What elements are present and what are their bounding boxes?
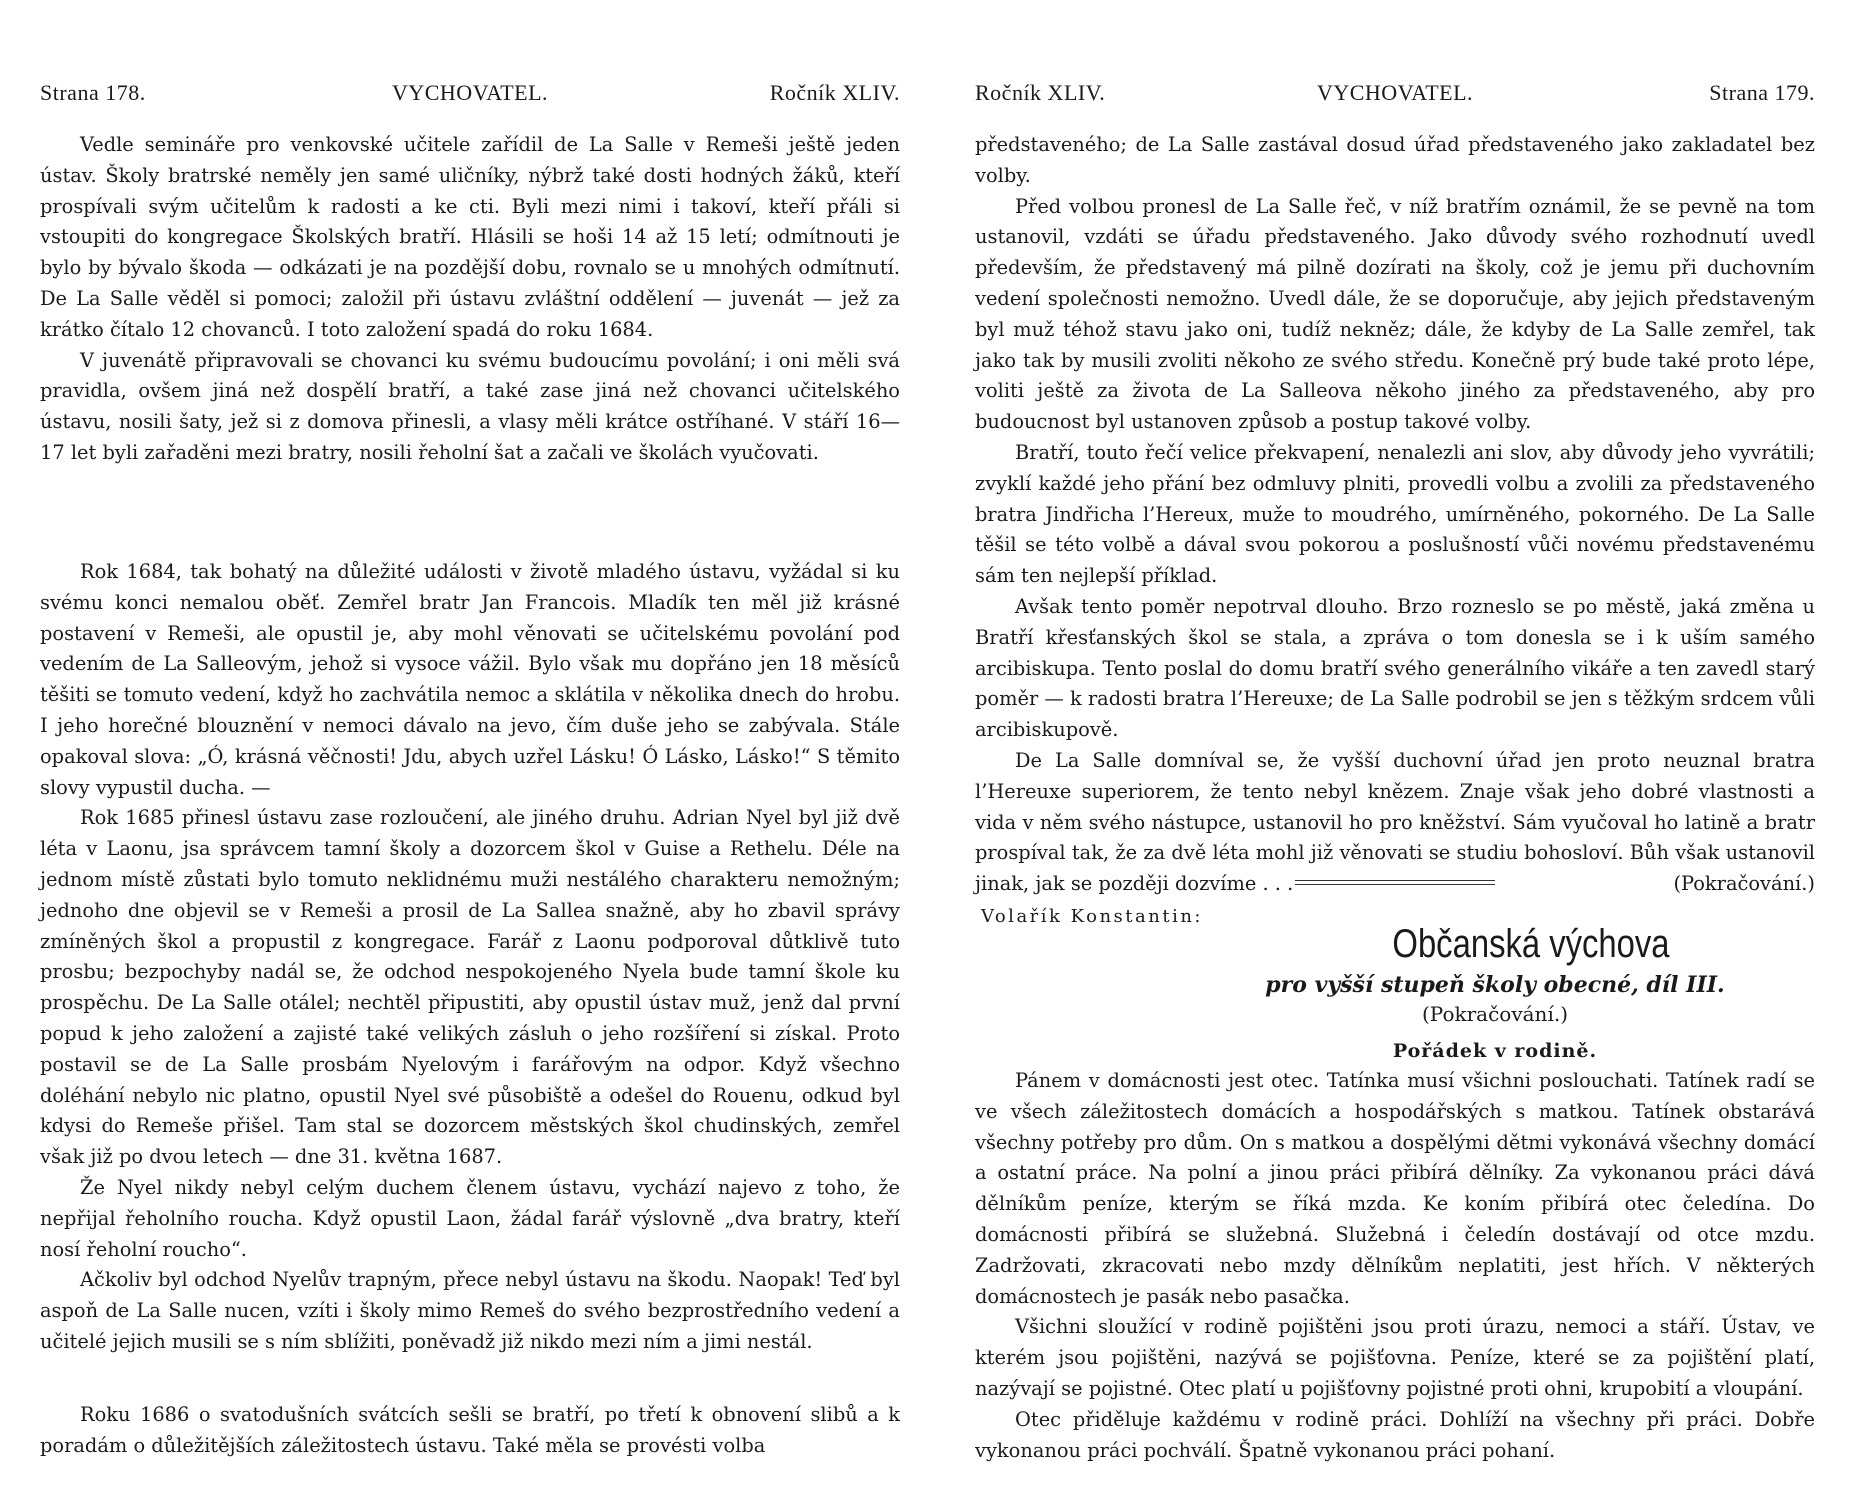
continued-note: (Pokračování.): [1673, 872, 1815, 896]
paragraph: V juvenátě připravovali se chovanci ku svému budoucímu povolání; i oni měli svá pravidla, ovšem jiná než dospělí bratří, a také zase jiná než chovanci učitelského ústavu, nosili šaty, jež si z domova přinesli, a vlasy měli krátce ostříhané. V stáří 16—17 let byli zařaděni mezi bratry, nosili řeholní šat a začali ve školách vyučovati.: [40, 348, 900, 464]
article-author: Volařík Konstantin:: [981, 906, 1203, 927]
text-block-3: [40, 1400, 900, 1462]
paragraph: Před volbou pronesl de La Salle řeč, v níž bratřím oznámil, že se pevně na tom ustanovil, vzdáti se úřadu představeného. Jako důvody svého rozhodnutí uvedl především, že představený má pilně dozírati na školy, což je jemu při duchovním vedení společnosti nemožno. Uvedl dále, že se doporučuje, aby jejich představeným byl muž téhož stavu jako oni, tudíž nekněz; dále, že kdyby de La Salle zemřel, tak jako tak by musili zvoliti někoho ze svého středu. Konečně prý bude také proto lépe, voliti ještě za života de La Salleova někoho jiného za představeného, aby pro budoucnost byl ustanoven způsob a postup takové volby.: [975, 194, 1815, 434]
article-title: Občanská výchova: [1392, 922, 1670, 966]
page-number: Strana 178.: [40, 80, 146, 105]
paragraph: Ačkoliv byl odchod Nyelův trapným, přece nebyl ústavu na škodu. Naopak! Teď byl aspoň de La Salle nucen, vzíti i školy mimo Remeš do svého bezprostředního vedení a učitelé jejich musili se s ním sblížiti, poněvadž již nikdo mezi ním a jimi nestál.: [40, 1268, 900, 1353]
paragraph: představeného; de La Salle zastával dosud úřad představeného jako zakladatel bez volby.: [975, 133, 1815, 187]
section-divider: [1295, 880, 1495, 885]
running-head-left: [40, 80, 900, 110]
volume-label: Ročník XLIV.: [769, 80, 900, 105]
journal-title: VYCHOVATEL.: [1316, 80, 1474, 105]
paragraph: Pánem v domácnosti jest otec. Tatínka musí všichni poslouchati. Tatínek radí se ve všech záležitostech domácích a hospodářských s matkou. Tatínek obstarává všechny potřeby pro dům. On s matkou a dospělými dětmi vykonává všechny domácí a ostatní práce. Na polní a jinou práci přibírá dělníky. Za vykonanou práci dává dělníkům peníze, kterým se říká mzda. Ke koním přibírá otec čeledína. Do domácnosti přibírá se služebná. Služebná i čeledín dostávají od otce mzdu. Zadržovati, zkracovati nebo mzdy dělníkům neplatiti, jest hřích. V některých domácnostech je pasák nebo pasačka.: [975, 1069, 1815, 1308]
text-block-1: [975, 130, 1815, 900]
paragraph: Že Nyel nikdy nebyl celým duchem členem ústavu, vychází najevo z toho, že nepřijal řeholního roucha. Když opustil Laon, žádal farář výslovně „dva bratry, kteří nosí řeholní roucho“.: [40, 1175, 900, 1261]
paragraph: Rok 1685 přinesl ústavu zase rozloučení, ale jiného druhu. Adrian Nyel byl již dvě léta v Laonu, jsa správcem tamní školy a dozorcem škol v Guise a Rethelu. Déle na jednom místě zůstati bylo tomuto neklidnému muži nestálého charakteru nemožným; jednoho dne objevil se v Remeši a prosil de La Sallea snažně, aby ho zbavil správy zmíněných škol a propustil z kongregace. Farář z Laonu podporoval důtklivě tuto prosbu; bezpochyby nadál se, že odchod nespokojeného Nyela bude tamní škole ku prospěchu. De La Salle otálel; nechtěl připustiti, aby opustil ústav muž, jenž dal první popud k jeho založení a zajisté také velikých zásluh o jeho rozšíření si získal. Proto postavil se de La Salle prosbám Nyelovým i farářovým na odpor. Když všechno doléhání nebylo nic platno, opustil Nyel své působiště a odešel do Rouenu, odkud byl kdysi do Remeše přišel. Tam stal se dozorcem městských škol chudinských, zemřel však již po dvou letech — dne 31. května 1687.: [40, 806, 900, 1169]
section-title: Pořádek v rodině.: [1392, 1040, 1598, 1062]
article-subtitle: pro vyšší stupeň školy obecné, díl III.: [1265, 972, 1725, 998]
text-block-1: [40, 130, 900, 469]
article-continued: (Pokračování.): [1422, 1002, 1568, 1026]
paragraph: Rok 1684, tak bohatý na důležité události v životě mladého ústavu, vyžádal si ku svému konci nemalou oběť. Zemřel bratr Jan Francois. Mladík ten měl již krásné postavení v Remeši, ale opustil je, aby mohl věnovati se učitelskému povolání pod vedením de La Salleovým, jehož si vysoce vážil. Bylo však mu dopřáno jen 18 měsíců těšiti se tomuto vedení, když ho zachvátila nemoc a sklátila v několika dnech do hrobu. I jeho horečné blouznění v nemoci dávalo na jevo, čím duše jeho se zabývala. Stále opakoval slova: „Ó, krásná věčnosti! Jdu, abych uzřel Lásku! Ó Lásko, Lásko!“ S těmito slovy vypustil ducha. —: [40, 560, 900, 799]
paragraph: Roku 1686 o svatodušních svátcích sešli se bratří, po třetí k obnovení slibů a k poradám o důležitějších záležitostech ústavu. Také měla se provésti volba: [40, 1403, 900, 1457]
right-page: [975, 0, 1815, 1500]
paragraph: Vedle semináře pro venkovské učitele zařídil de La Salle v Remeši ještě jeden ústav. Školy bratrské neměly jen samé uličníky, nýbrž také dosti hodných žáků, kteří prospívali svým učitelům k radosti a ke cti. Byli mezi nimi i takoví, kteří přáli si vstoupiti do kongregace Školských bratří. Hlásili se hoši 14 až 15 letí; odmítnouti je bylo by bývalo škoda — odkázati je na pozdější dobu, rovnalo se u mnohých odmítnutí. De La Salle věděl si pomoci; založil při ústavu zvláštní oddělení — juvenát — jež za krátko čítalo 12 chovanců. I toto založení spadá do roku 1684.: [40, 133, 900, 341]
volume-label: Ročník XLIV.: [975, 80, 1106, 105]
left-page: [40, 0, 900, 1500]
paragraph: Bratří, touto řečí velice překvapení, nenalezli ani slov, aby důvody jeho vyvrátili; zvyklí každé jeho přání bez odmluvy plniti, provedli volbu a zvolili za představeného bratra Jindřicha l’Hereux, muže to moudrého, umírněného, pokorného. De La Salle těšil se této volbě a dával svou pokorou a poslušností vůči novému představenému sám ten nejlepší příklad.: [975, 440, 1815, 588]
running-head-right: [975, 80, 1815, 110]
journal-title: VYCHOVATEL.: [391, 80, 549, 105]
paragraph: [975, 746, 1815, 900]
paragraph: Všichni sloužící v rodině pojištěni jsou proti úrazu, nemoci a stáří. Ústav, ve kterém jsou pojištěni, nazývá se pojišťovna. Peníze, které se za pojištění platí, nazývají se pojistné. Otec platí u pojišťovny pojistné proti ohni, krupobití a vloupání.: [975, 1315, 1815, 1400]
text-block-2: [975, 1066, 1815, 1466]
text-block-2: [40, 557, 900, 1358]
paragraph-text: De La Salle domníval se, že vyšší duchovní úřad jen proto neuznal bratra l’Hereuxe superiorem, že tento nebyl knězem. Znaje však jeho dobré vlastnosti a vida v něm svého nástupce, ustanovil ho pro kněžství. Sám vyučoval ho latině a bratr prospíval tak, že za dvě léta mohl již věnovati se studiu bohosloví. Bůh však ustanovil jinak, jak se později dozvíme . . .: [975, 748, 1815, 896]
paragraph: Otec přiděluje každému v rodině práci. Dohlíží na všechny při práci. Dobře vykonanou práci pochválí. Špatně vykonanou práci pohaní.: [975, 1407, 1815, 1462]
page-number: Strana 179.: [1709, 80, 1815, 105]
paragraph: Avšak tento poměr nepotrval dlouho. Brzo rozneslo se po městě, jaká změna u Bratří křesťanských škol se stala, a zpráva o tom donesla se i k uším samého arcibiskupa. Tento poslal do domu bratří svého generálního vikáře a ten zavedl starý poměr — k radosti bratra l’Hereuxe; de La Salle podrobil se jen s těžkým srdcem vůli arcibiskupově.: [975, 594, 1815, 742]
